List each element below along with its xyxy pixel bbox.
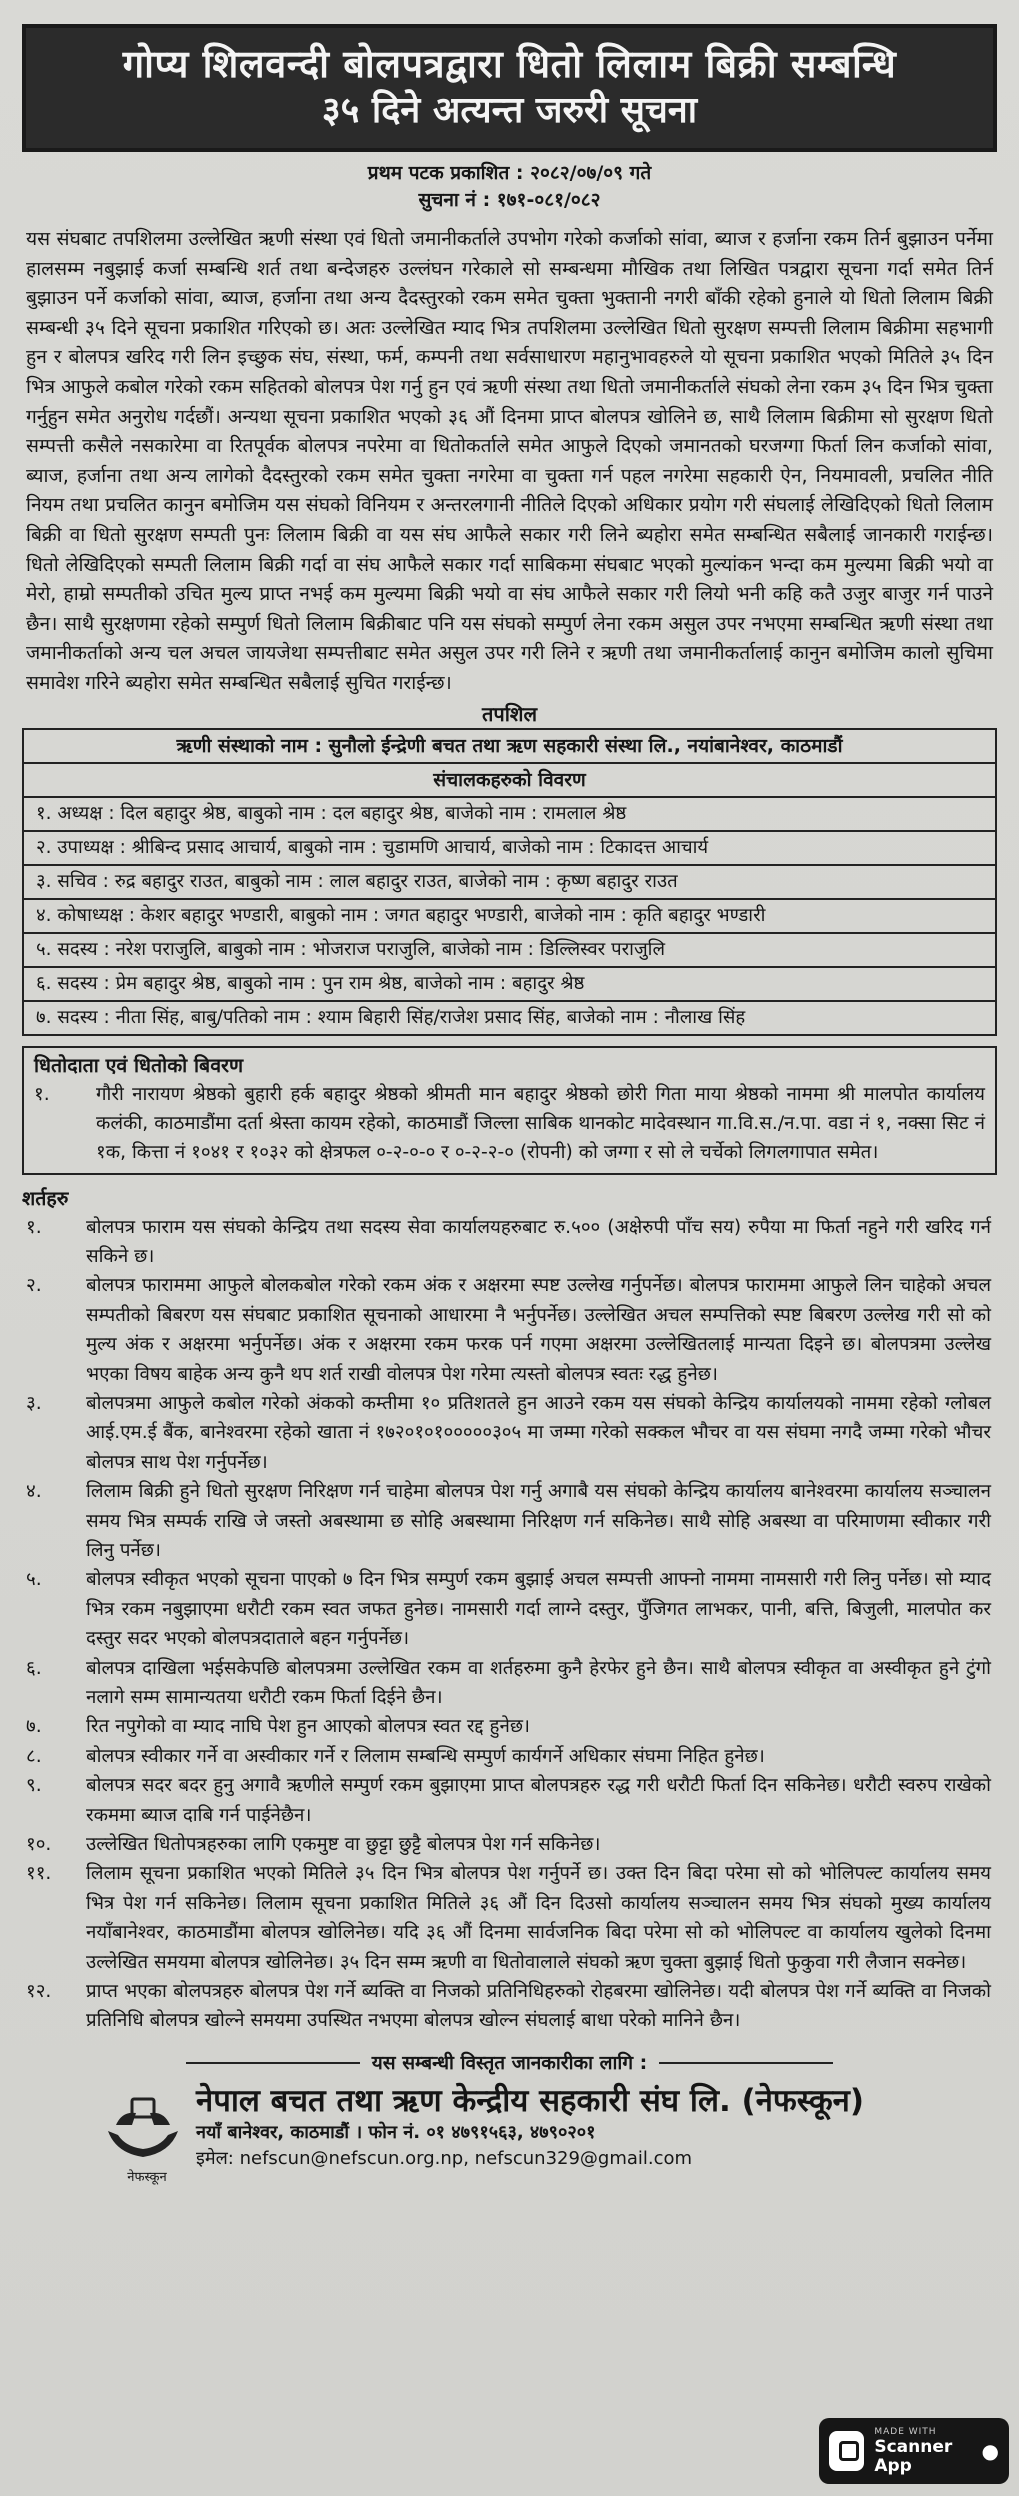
organization-name: नेपाल बचत तथा ऋण केन्द्रीय सहकारी संघ लि. (नेफस्कून) <box>196 2082 865 2119</box>
term-number: १०. <box>26 1834 52 1856</box>
term-number: २. <box>26 1275 42 1297</box>
term-item <box>22 1389 997 1477</box>
term-item <box>22 1565 997 1653</box>
nefscun-logo <box>102 2091 184 2185</box>
term-number: १२. <box>26 1981 52 2003</box>
notice-title: गोप्य शिलवन्दी बोलपत्रद्वारा धितो लिलाम बिक्री सम्बन्धि <box>122 42 897 86</box>
divider <box>659 2062 833 2064</box>
organization-address: नयाँ बानेश्वर, काठमाडौं । फोन नं. ०१ ४७९१५६३, ४७९०२०१ <box>196 2121 596 2143</box>
borrower-name: ऋणी संस्थाको नाम : सुनौलो ईन्द्रेणी बचत तथा ऋण सहकारी संस्था लि., नयांबानेश्वर, काठमाडौं <box>23 729 996 763</box>
term-item <box>22 1271 997 1389</box>
term-number: ८. <box>26 1745 42 1767</box>
term-text: बोलपत्र फाराममा आफुले बोलकबोल गरेको रकम अंक र अक्षरमा स्पष्ट उल्लेख गर्नुपर्नेछ। बोलपत्र फाराममा आफुले लिन चाहेको अचल सम्पतीको बिबरण यस संघबाट प्रकाशित सूचनाको आधारमा नै भर्नुपर्नेछ। उल्लेखित अचल सम्पत्तिको स्पष्ट बिबरण उल्लेख गरी सो को मुल्य अंक र अक्षरमा भर्नुपर्नेछ। अंक र अक्षरमा रकम फरक पर्न गएमा अक्षरमा उल्लेखितलाई मान्यता दिइने छ। बोलपत्रमा उल्लेख भएका विषय बाहेक अन्य कुनै थप शर्त राखी वोलपत्र पेश गरेमा त्यस्तो बोलपत्र स्वतः रद्ध हुनेछ। <box>86 1275 991 1385</box>
notice-number: सुचना नं : १७१-०८१/०८२ <box>418 189 601 211</box>
term-number: ५. <box>26 1569 42 1591</box>
details-label: तपशिल <box>481 701 538 726</box>
director-row: ५. सदस्य : नरेश पराजुलि, बाबुको नाम : भोजराज पराजुलि, बाजेको नाम : डिल्लिस्वर पराजुलि <box>23 933 996 967</box>
apple-icon: ● <box>981 2439 999 2463</box>
director-row: ३. सचिव : रुद्र बहादुर राउत, बाबुको नाम : लाल बहादुर राउत, बाजेको नाम : कृष्ण बहादुर राउत <box>23 865 996 899</box>
director-row: ४. कोषाध्यक्ष : केशर बहादुर भण्डारी, बाबुको नाम : जगत बहादुर भण्डारी, बाजेको नाम : कृति बहादुर भण्डारी <box>23 899 996 933</box>
term-number: ९. <box>26 1775 42 1797</box>
term-text: बोलपत्र सदर बदर हुनु अगावै ऋणीले सम्पुर्ण रकम बुझाएमा प्राप्त बोलपत्रहरु रद्ध गरी धरौटी फिर्ता दिन सकिनेछ। धरौटी स्वरुप राखेको रकममा ब्याज दाबि गर्न पाईनेछैन। <box>86 1775 991 1826</box>
terms-list <box>22 1213 997 2036</box>
notice-subtitle: ३५ दिने अत्यन्त जरुरी सूचना <box>321 90 698 131</box>
divider <box>186 2062 360 2064</box>
term-item <box>22 1213 997 1272</box>
organization-email: इमेल: nefscun@nefscun.org.np, nefscun329@gmail.com <box>196 2147 693 2169</box>
director-row: १. अध्यक्ष : दिल बहादुर श्रेष्ठ, बाबुको नाम : दल बहादुर श्रेष्ठ, बाजेको नाम : रामलाल श्रेष्ठ <box>23 797 996 831</box>
term-text: उल्लेखित धितोपत्रहरुका लागि एकमुष्ट वा छुट्टा छुट्टै बोलपत्र पेश गर्न सकिनेछ। <box>86 1834 601 1856</box>
term-item <box>22 1859 997 1977</box>
term-item <box>22 1477 997 1565</box>
intro-paragraph: यस संघबाट तपशिलमा उल्लेखित ऋणी संस्था एवं धितो जमानीकर्ताले उपभोग गरेको कर्जाको सांवा, ब्याज र हर्जाना रकम तिर्न बुझाउन पर्नेमा हालसम्म नबुझाई कर्जा सम्बन्धि शर्त तथा बन्देजहरु उल्लंघन गरेकाले सो सम्बन्धमा मौखिक तथा लिखित पत्रद्वारा सूचना गर्दा समेत तिर्न बुझाउन पर्ने कर्जाको सांवा, ब्याज, हर्जाना तथा अन्य दैदस्तुरको रकम समेत चुक्ता भुक्तानी नगरी बाँकी रहेको हुनाले यो धितो लिलाम बिक्री सम्बन्धी ३५ दिने सूचना प्रकाशित गरिएको छ। अतः उल्लेखित म्याद भित्र तपशिलमा उल्लेखित धितो सुरक्षण सम्पत्ती लिलाम बिक्रीमा सहभागी हुन र बोलपत्र खरिद गरी लिन इच्छुक संघ, संस्था, फर्म, कम्पनी तथा सर्वसाधारण महानुभावहरुले यो सूचना प्रकाशित भएको मितिले ३५ दिन भित्र आफुले कबोल गरेको रकम सहितको बोलपत्र पेश गर्नु हुन एवं ऋणी संस्था तथा धितो जमानीकर्ताले संघको लेना रकम ३५ दिन भित्र चुक्ता गर्नुहुन समेत अनुरोध गर्दछौं। अन्यथा सूचना प्रकाशित भएको ३६ औं दिनमा प्राप्त बोलपत्र खोलिने छ, साथै लिलाम बिक्रीमा सो सुरक्षण धितो सम्पत्ती कसैले नसकारेमा वा रितपूर्वक बोलपत्र नपरेमा वा धितोकर्ताले समेत आफुले दिएको जमानतको घरजग्गा फिर्ता लिन कर्जाको सांवा, ब्याज, हर्जाना तथा अन्य लागेको दैदस्तुरको रकम समेत चुक्ता नगरेमा वा चुक्ता गर्न पहल नगरेमा सहकारी ऐन, नियमावली, प्रचलित नीति नियम तथा प्रचलित कानुन बमोजिम यस संघको विनियम र अन्तरलगानी नीतिले दिएको अधिकार प्रयोग गरी संघलाई लेखिदिएको धितो लिलाम बिक्री वा धितो सुरक्षण सम्पती पुनः लिलाम बिक्री वा यस संघ आफैले सकार गरी लिने ब्यहोरा समेत सम्बन्धित सबैलाई जानकारी गराईन्छ। धितो लेखिदिएको सम्पती लिलाम बिक्री गर्दा वा संघ आफैले सकार गर्दा साबिकमा संघबाट भएको मुल्यांकन भन्दा कम मुल्यमा बिक्री भयो वा मेरो, हाम्रो सम्पतीको उचित मुल्य प्राप्त नभई कम मुल्यमा बिक्री भयो वा संघ आफैले सकार गरी लियो भनी कहि कतै उजुर बाजुर गर्न पाउने छैन। साथै सुरक्षणमा रहेको सम्पुर्ण धितो लिलाम बिक्रीबाट पनि यस संघको सम्पुर्ण लेना रकम असुल उपर नभएमा सम्बन्धित ऋणी संस्था तथा जमानीकर्ताको अन्य चल अचल जायजेथा सम्पत्तीबाट समेत असुल उपर गरी लिने र ऋणी तथा जमानीकर्तालाई कानुन बमोजिम कालो सुचिमा समावेश गरिने ब्यहोरा समेत सम्बन्धित सबैलाई सुचित गराईन्छ। <box>26 227 993 694</box>
term-item <box>22 1830 997 1859</box>
first-publication-date: प्रथम पटक प्रकाशित : २०८२/०७/०९ गते <box>367 162 652 184</box>
term-item <box>22 1712 997 1741</box>
collateral-heading: धितोदाता एवं धितोको बिवरण <box>34 1053 244 1077</box>
term-text: बोलपत्र दाखिला भईसकेपछि बोलपत्रमा उल्लेखित रकम वा शर्तहरुमा कुनै हेरफेर हुने छैन। साथै बोलपत्र स्वीकृत वा अस्वीकृत हुने टुंगो नलागे सम्म सामान्यतया धरौटी रकम फिर्ता दिईने छैन। <box>86 1657 991 1708</box>
term-item <box>22 1742 997 1771</box>
term-number: १. <box>26 1216 42 1238</box>
borrower-table <box>22 728 997 1036</box>
term-item <box>22 1977 997 2036</box>
contact-label <box>22 2050 997 2076</box>
term-number: ४. <box>26 1481 42 1503</box>
directors-heading: संचालकहरुको विवरण <box>23 763 996 797</box>
collateral-box <box>22 1046 997 1175</box>
term-number: ३. <box>26 1392 42 1414</box>
organization-block <box>22 2082 997 2185</box>
term-text: लिलाम बिक्री हुने धितो सुरक्षण निरिक्षण गर्न चाहेमा बोलपत्र पेश गर्नु अगाबै यस संघको केन्द्रिय कार्यालय बानेश्वरमा कार्यालय सञ्चालन समय भित्र सम्पर्क राखि जे जस्तो अबस्थामा छ सोहि अबस्थामा निरिक्षण गर्न सकिनेछ। साथै सोहि अबस्था वा परिमाणमा स्वीकार गरी लिनु पर्नेछ। <box>86 1481 991 1561</box>
scanner-app-name: Scanner App <box>874 2436 953 2476</box>
collateral-item-number: १. <box>34 1083 50 1105</box>
term-text: लिलाम सूचना प्रकाशित भएको मितिले ३५ दिन भित्र बोलपत्र पेश गर्नुपर्ने छ। उक्त दिन बिदा परेमा सो को भोलिपल्ट कार्यालय समय भित्र पेश गर्न सकिनेछ। लिलाम सूचना प्रकाशित मितिले ३६ औं दिन दिउसो कार्यालय सञ्चालन समय भित्र संघको मुख्य कार्यालय नयाँबानेश्वर, काठमाडौंमा बोलपत्र खोलिनेछ। यदि ३६ औं दिनमा सार्वजनिक बिदा परेमा सो को भोलिपल्ट वा कार्यालय खुलेको दिनमा उल्लेखित समयमा बोलपत्र खोलिनेछ। ३५ दिन सम्म ऋणी वा धितोवालाले संघको ऋण चुक्ता बुझाई धितो फुकुवा गरी लैजान सक्नेछ। <box>86 1863 991 1973</box>
collateral-item <box>34 1080 985 1167</box>
term-item <box>22 1771 997 1830</box>
term-number: ६. <box>26 1657 42 1679</box>
term-text: बोलपत्र स्वीकार गर्ने वा अस्वीकार गर्ने र लिलाम सम्बन्धि सम्पुर्ण कार्यगर्ने अधिकार संघमा निहित हुनेछ। <box>86 1745 765 1767</box>
term-text: प्राप्त भएका बोलपत्रहरु बोलपत्र पेश गर्ने ब्यक्ति वा निजको प्रतिनिधिहरुको रोहबरमा खोलिनेछ। यदी बोलपत्र पेश गर्ने ब्यक्ति वा निजको प्रतिनिधि बोलपत्र खोल्ने समयमा उपस्थित नभएमा बोलपत्र खोल्न संघलाई बाधा परेको मानिने छैन। <box>86 1981 991 2032</box>
term-text: बोलपत्र फाराम यस संघको केन्द्रिय तथा सदस्य सेवा कार्यालयहरुबाट रु.५०० (अक्षेरुपी पाँच सय) रुपैया मा फिर्ता नहुने गरी खरिद गर्न सकिने छ। <box>86 1216 991 1267</box>
scanner-app-icon <box>829 2431 864 2471</box>
hands-logo-icon <box>102 2091 184 2163</box>
scanner-app-badge <box>819 2418 1009 2484</box>
organization-text <box>196 2082 864 2172</box>
director-row: ७. सदस्य : नीता सिंह, बाबु/पतिको नाम : श्याम बिहारी सिंह/राजेश प्रसाद सिंह, बाजेको नाम : नौलाख सिंह <box>23 1001 996 1035</box>
term-number: ७. <box>26 1716 42 1738</box>
director-row: २. उपाध्यक्ष : श्रीबिन्द प्रसाद आचार्य, बाबुको नाम : चुडामणि आचार्य, बाजेको नाम : टिकादत्त आचार्य <box>23 831 996 865</box>
notice-banner <box>22 24 997 152</box>
publication-info <box>22 160 997 214</box>
logo-caption: नेफस्कून <box>127 2169 167 2185</box>
term-text: बोलपत्रमा आफुले कबोल गरेको अंकको कम्तीमा १० प्रतिशतले हुन आउने रकम यस संघको केन्द्रिय कार्यालयको नाममा रहेको ग्लोबल आई.एम.ई बैंक, बानेश्वरमा रहेको खाता नं १७२०१०१०००००३०५ मा जम्मा गरेको सक्कल भौचर वा यस संघमा नगदै जम्मा गरेको भौचर बोलपत्र साथ पेश गर्नुपर्नेछ। <box>86 1392 991 1473</box>
term-text: रित नपुगेको वा म्याद नाघि पेश हुन आएको बोलपत्र स्वत रद्द हुनेछ। <box>86 1716 531 1738</box>
director-row: ६. सदस्य : प्रेम बहादुर श्रेष्ठ, बाबुको नाम : पुन राम श्रेष्ठ, बाजेको नाम : बहादुर श्रेष्ठ <box>23 967 996 1001</box>
term-item <box>22 1654 997 1713</box>
terms-heading: शर्तहरु <box>22 1186 69 1210</box>
collateral-item-text: गौरी नारायण श्रेष्ठको बुहारी हर्क बहादुर श्रेष्ठको श्रीमती मान बहादुर श्रेष्ठको छोरी गिता माया श्रेष्ठको नाममा श्री मालपोत कार्यालय कलंकी, काठमाडौंमा दर्ता श्रेस्ता कायम रहेको, काठमाडौं जिल्ला साबिक थानकोट मादेवस्थान गा.वि.स./न.पा. वडा नं १, नक्सा सिट नं १क, कित्ता नं १०४१ र १०३२ को क्षेत्रफल ०-२-०-० र ०-२-२-० (रोपनी) को जग्गा र सो ले चर्चेको लिगलगापात समेत। <box>96 1083 985 1163</box>
scanner-made-with: MADE WITH <box>874 2426 937 2437</box>
term-text: बोलपत्र स्वीकृत भएको सूचना पाएको ७ दिन भित्र सम्पुर्ण रकम बुझाई अचल सम्पत्ती आफ्नो नाममा नामसारी गरी लिनु पर्नेछ। सो म्याद भित्र रकम नबुझाएमा धरौटी रकम स्वत जफत हुनेछ। नामसारी गर्दा लाग्ने दस्तुर, पुँजिगत लाभकर, पानी, बत्ति, बिजुली, मालपोत कर दस्तुर सदर भएको बोलपत्रदाताले बहन गर्नुपर्नेछ। <box>86 1569 991 1650</box>
contact-label-text: यस सम्बन्धी विस्तृत जानकारीका लागि : <box>371 2051 648 2074</box>
term-number: ११. <box>26 1863 52 1885</box>
